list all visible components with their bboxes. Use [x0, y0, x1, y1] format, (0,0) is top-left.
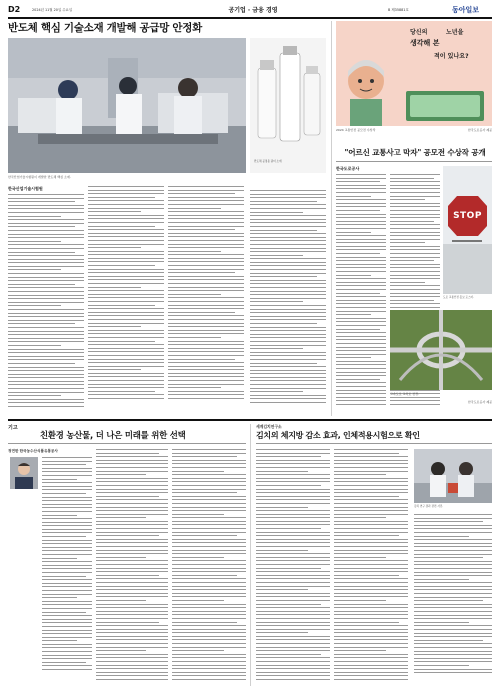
stop-poster-photo [443, 166, 492, 294]
article2-rule [336, 161, 492, 162]
article3-body-col1 [42, 457, 92, 685]
campaign-ad [336, 21, 492, 126]
filter-caption: 반도체 공정용 필터 소재 [254, 160, 282, 163]
ad-line2: 노년을 [446, 29, 464, 36]
page-header [8, 4, 492, 16]
article3-body-col3 [172, 449, 246, 685]
ad-line3: 생각해 본 [410, 39, 440, 47]
article1-company: 한국산업기술시험원 [8, 186, 43, 191]
article2-caption1: 도로 교통안전 홍보 포스터. [443, 296, 474, 299]
ad-source: 한국도로공사 제공 [467, 128, 492, 132]
column-divider-bottom [250, 424, 251, 686]
ad-caption: 2024 교통안전 공모전 수상작 [336, 128, 376, 132]
filter-illustration [250, 38, 326, 158]
article2-body-col1 [336, 174, 386, 416]
highway-photo [390, 310, 492, 390]
article4-kicker: 세계김치연구소 [256, 424, 282, 429]
article2-caption2: 고속도로 교차로 전경. [390, 392, 419, 396]
article4-body-col1 [256, 449, 330, 685]
article4-body-col2 [334, 449, 408, 685]
stop-sign-illustration [443, 166, 492, 294]
article1-headline: 반도체 핵심 기술소재 개발해 공급망 안정화 [8, 22, 202, 34]
filter-product-image [250, 38, 326, 173]
mid-page-rule [8, 419, 492, 421]
kimchi-illustration [414, 449, 492, 503]
page-date: 2024년 11월 20일 수요일 [32, 8, 73, 12]
article2-headline: "어르신 교통사고 막자" 공모전 수상작 공개 [344, 148, 486, 157]
article3-body-col2 [96, 449, 168, 685]
paper-code: B 제35881호 [388, 8, 409, 12]
article4-body-col3 [414, 514, 492, 685]
article4-caption: 김치 연구 결과 관련 사진. [414, 505, 444, 508]
author-photo [10, 457, 38, 489]
article1-photo [8, 38, 246, 173]
article3-author: 정연한 한국농수산식품유통공사 [8, 449, 58, 453]
article2-company: 한국도로공사 [336, 166, 360, 171]
author-avatar [10, 457, 38, 489]
stop-sign-text: STOP [453, 211, 482, 221]
article2-credit: 한국도로공사 제공 [467, 400, 492, 404]
article3-headline: 친환경 농산물, 더 나은 미래를 위한 선택 [40, 430, 186, 440]
highway-illustration [390, 310, 492, 390]
article1-photo-caption: 한국산업기술시험원이 개발한 반도체 핵심 소재. [8, 175, 71, 179]
lab-photo-illustration [8, 38, 246, 173]
elderly-illustration [336, 21, 492, 126]
article1-body-col4 [250, 190, 326, 416]
article4-rule [256, 443, 492, 444]
article4-headline: 김치의 체지방 감소 효과, 인체적용시험으로 확인 [256, 431, 420, 440]
column-divider-main [331, 21, 332, 416]
kimchi-photo [414, 449, 492, 503]
ad-line1: 당신의 [410, 29, 428, 36]
section-title: 공기업 · 금융 경영 [228, 7, 278, 14]
header-rule [8, 17, 492, 19]
article1-body-col3 [168, 186, 244, 416]
page-number: D2 [8, 5, 21, 14]
article3-kicker: 기고 [8, 425, 18, 431]
article3-rule [8, 443, 246, 444]
article1-body-col2 [88, 186, 164, 416]
paper-name: 동아일보 [452, 5, 480, 14]
ad-line4: 적이 있나요? [434, 53, 469, 60]
article1-body-col1 [8, 194, 84, 416]
